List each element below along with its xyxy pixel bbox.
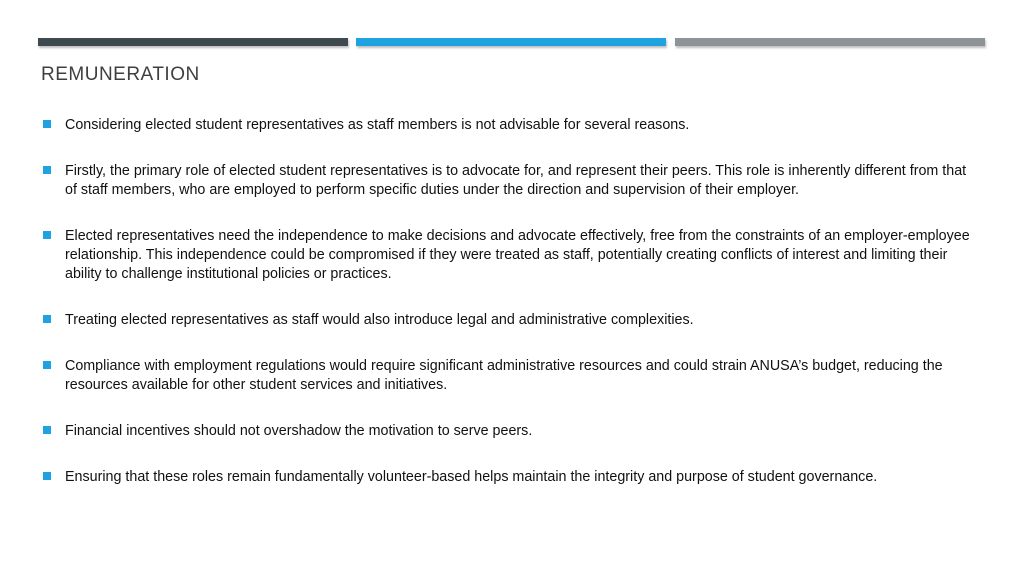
square-bullet-icon xyxy=(43,315,51,323)
bullet-list xyxy=(40,116,970,514)
bullet-item xyxy=(40,357,970,395)
square-bullet-icon xyxy=(43,472,51,480)
header-accent-bar-gray xyxy=(675,38,985,46)
slide-title: REMUNERATION xyxy=(41,64,200,85)
bullet-text: Financial incentives should not overshadow the motivation to serve peers. xyxy=(65,423,533,439)
square-bullet-icon xyxy=(43,426,51,434)
header-accent-bar-dark xyxy=(38,38,348,46)
square-bullet-icon xyxy=(43,361,51,369)
bullet-item xyxy=(40,227,970,284)
bullet-text: Ensuring that these roles remain fundamentally volunteer-based helps maintain the integrity and purpose of student governance. xyxy=(65,469,878,485)
bullet-item xyxy=(40,311,970,330)
bullet-text: Considering elected student representatives as staff members is not advisable for several reasons. xyxy=(65,117,690,133)
bullet-text: Treating elected representatives as staff would also introduce legal and administrative complexities. xyxy=(65,312,694,328)
square-bullet-icon xyxy=(43,166,51,174)
bullet-text: Compliance with employment regulations would require significant administrative resources and could strain ANUSA’s budget, reducing the resources available for other student services and initiatives. xyxy=(65,358,943,393)
square-bullet-icon xyxy=(43,120,51,128)
header-accent-bar-blue xyxy=(356,38,666,46)
bullet-item xyxy=(40,116,970,135)
bullet-item xyxy=(40,422,970,441)
bullet-text: Firstly, the primary role of elected student representatives is to advocate for, and represent their peers. This role is inherently different from that of staff members, who are employed to perform specific duties under the direction and supervision of their employer. xyxy=(65,163,967,198)
square-bullet-icon xyxy=(43,231,51,239)
bullet-item xyxy=(40,468,970,487)
bullet-item xyxy=(40,162,970,200)
bullet-text: Elected representatives need the independence to make decisions and advocate effectively, free from the constraints of an employer-employee relationship. This independence could be compromised if they were treated as staff, potentially creating conflicts of interest and limiting their ability to challenge institutional policies or practices. xyxy=(65,228,970,282)
